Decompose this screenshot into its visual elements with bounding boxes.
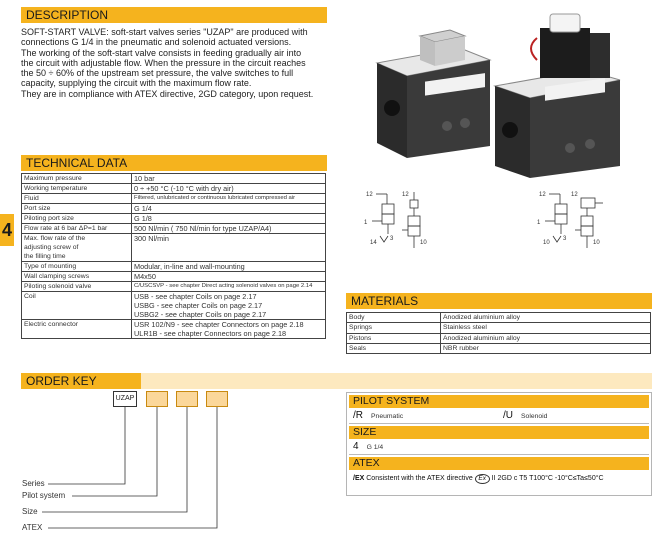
port-label: 10 xyxy=(593,240,600,246)
description-line: The working of the soft-start valve consists in feeding gradually air into xyxy=(21,47,302,58)
tech-key-line: Coil xyxy=(24,293,36,300)
tech-value-line: 300 Nl/min xyxy=(134,234,169,243)
tech-value-line: ULR1B - see chapter Connectors on page 2.18 xyxy=(134,329,287,338)
divider xyxy=(349,454,649,455)
tech-value-line: USBG2 - see chapter Coils on page 2.17 xyxy=(134,310,267,319)
size-text: G 1/4 xyxy=(366,444,384,451)
port-label: 10 xyxy=(420,240,427,246)
tech-value-line: USBG - see chapter Coils on page 2.17 xyxy=(134,301,263,310)
pilot-code: /R xyxy=(353,410,363,421)
order-key-header: ORDER KEY xyxy=(21,373,141,389)
atex-text: Consistent with the ATEX directive xyxy=(366,475,473,482)
size-option xyxy=(353,441,383,452)
port-label: 3 xyxy=(390,236,394,242)
order-label-atex: ATEX xyxy=(22,523,43,532)
tech-value-line: Filtered, unlubricated or continuous lubricated compressed air xyxy=(134,195,296,201)
description-line: They are in compliance with ATEX directive, 2GD category, upon request. xyxy=(21,88,314,99)
material-part: Body xyxy=(347,313,441,323)
port-label: 10 xyxy=(543,240,550,246)
pilot-text: Pneumatic xyxy=(371,413,404,420)
port-label: 3 xyxy=(563,236,567,242)
tech-key-line: Piloting port size xyxy=(24,215,74,222)
port-label: 1 xyxy=(364,220,368,226)
tech-key-line: Max. flow rate of the xyxy=(24,235,86,242)
pilot-option-solenoid xyxy=(503,410,547,421)
tech-value-line: USR 102/N9 - see chapter Connectors on page 2.18 xyxy=(134,320,304,329)
pilot-code: /U xyxy=(503,410,513,421)
port-label: 12 xyxy=(539,192,546,198)
atex-ex-symbol: Ex xyxy=(475,474,490,484)
tech-key-line: Maximum pressure xyxy=(24,175,82,182)
port-label: 12 xyxy=(571,192,578,198)
divider xyxy=(349,423,649,424)
tech-key-line: Flow rate at 6 bar ΔP=1 bar xyxy=(24,225,108,232)
description-line: capacity, supplying the circuit with the maximum flow rate. xyxy=(21,78,252,89)
materials-header: MATERIALS xyxy=(346,293,652,309)
size-header: SIZE xyxy=(349,426,649,439)
tech-value-line: USB - see chapter Coils on page 2.17 xyxy=(134,292,257,301)
order-code-series: UZAP xyxy=(113,391,137,407)
atex-option xyxy=(353,474,604,484)
material-part: Pistons xyxy=(347,333,441,343)
description-line: the circuit with adjustable flow. When the pressure in the circuit reaches xyxy=(21,57,306,68)
tech-value-line: Modular, in-line and wall-mounting xyxy=(134,262,245,271)
material-part: Springs xyxy=(347,323,441,333)
tech-key-line: Type of mounting xyxy=(24,263,77,270)
tech-value-line: 0 ÷ +50 °C (-10 °C with dry air) xyxy=(134,184,234,193)
port-label: 1 xyxy=(537,220,541,226)
order-label-series: Series xyxy=(22,479,45,488)
chapter-tab: 4 xyxy=(0,214,14,246)
pilot-system-panel xyxy=(346,392,652,496)
description-header: DESCRIPTION xyxy=(21,7,327,23)
port-label: 14 xyxy=(370,240,377,246)
pilot-text: Solenoid xyxy=(521,413,548,420)
tech-key-line: Electric connector xyxy=(24,321,79,328)
port-label: 12 xyxy=(366,192,373,198)
tech-value-line: M4x50 xyxy=(134,272,156,281)
tech-value-line: 500 Nl/min ( 750 Nl/min for type UZAP/A4) xyxy=(134,224,272,233)
tech-key-line: Wall clamping screws xyxy=(24,273,90,280)
tech-value-line: 10 bar xyxy=(134,174,155,183)
material-value: NBR rubber xyxy=(441,343,651,353)
tech-key-line: Port size xyxy=(24,205,51,212)
material-value: Anodized aluminium alloy xyxy=(441,313,651,323)
tech-key-line: Fluid xyxy=(24,195,39,202)
port-label: 12 xyxy=(402,192,409,198)
pilot-system-header: PILOT SYSTEM xyxy=(349,395,649,408)
description-line: connections G 1/4 in the pneumatic and solenoid actuated versions. xyxy=(21,37,292,48)
material-part: Seals xyxy=(347,343,441,353)
material-value: Anodized aluminium alloy xyxy=(441,333,651,343)
tech-value-line: G 1/8 xyxy=(134,214,152,223)
tech-key-line: Piloting solenoid valve xyxy=(24,283,92,290)
order-label-pilot-system: Pilot system xyxy=(22,491,66,500)
tech-key-line: adjusting screw of xyxy=(24,244,79,251)
size-code: 4 xyxy=(353,441,359,452)
tech-value-line: G 1/4 xyxy=(134,204,152,213)
tech-key-line: the filling time xyxy=(24,253,66,260)
tech-value-line: C/USCSVP - see chapter Direct acting solenoid valves on page 2.14 xyxy=(134,283,313,289)
atex-header: ATEX xyxy=(349,457,649,470)
tech-key-line: Working temperature xyxy=(24,185,88,192)
order-label-size: Size xyxy=(22,507,38,516)
atex-code: /EX xyxy=(353,475,365,482)
pilot-option-pneumatic xyxy=(353,410,403,421)
description-line: SOFT-START VALVE: soft-start valves series "UZAP" are produced with xyxy=(21,27,308,37)
technical-data-header: TECHNICAL DATA xyxy=(21,155,327,171)
material-value: Stainless steel xyxy=(441,323,651,333)
atex-rating: II 2GD c T5 T100°C -10°C≤Ta≤50°C xyxy=(491,475,604,482)
description-line: the 50 ÷ 60% of the upstream set pressure, the valve switches to full xyxy=(21,68,294,79)
